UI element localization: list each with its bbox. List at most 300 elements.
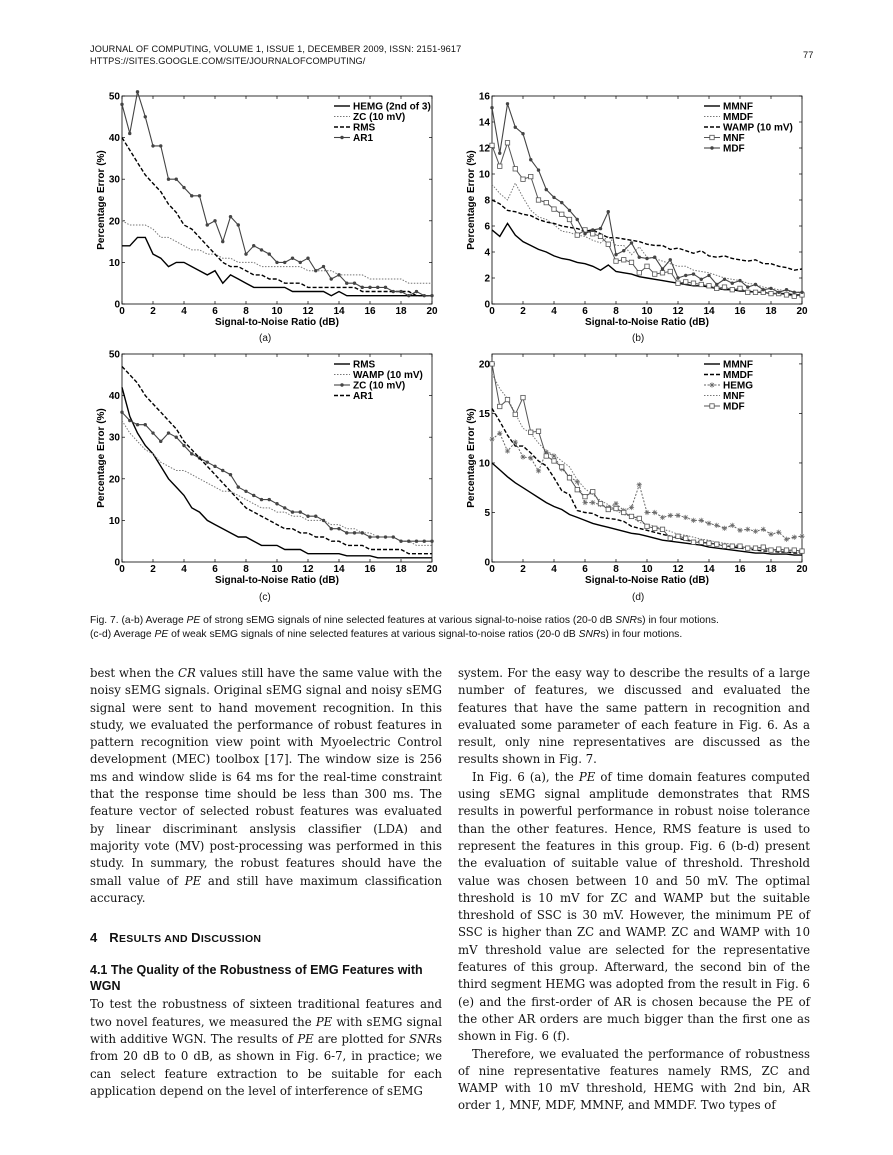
data-point	[513, 440, 518, 445]
data-point	[669, 258, 672, 261]
data-point	[575, 487, 579, 491]
series-line	[122, 421, 432, 546]
data-point	[567, 476, 571, 480]
data-point	[175, 178, 178, 181]
chart-b	[466, 92, 816, 330]
data-point	[675, 513, 680, 518]
data-point	[376, 535, 379, 538]
running-header	[90, 43, 461, 67]
data-point	[746, 546, 750, 550]
subfig-label-c: (c)	[259, 592, 271, 603]
y-tick-label: 8	[484, 195, 490, 207]
data-point	[768, 532, 773, 537]
data-point	[684, 280, 688, 284]
series-line	[122, 138, 432, 296]
data-point	[637, 516, 641, 520]
x-tick-label: 0	[119, 564, 125, 575]
data-point	[746, 285, 749, 288]
data-point	[691, 281, 695, 285]
x-tick-label: 14	[703, 306, 715, 317]
x-tick-label: 20	[426, 564, 438, 575]
y-tick-label: 14	[478, 117, 490, 129]
legend-label: MMDF	[723, 112, 753, 123]
chart-a-svg	[96, 92, 446, 330]
x-tick-label: 0	[489, 564, 495, 575]
y-tick-label: 30	[108, 432, 120, 444]
chart-c-svg	[96, 350, 446, 588]
data-point	[607, 210, 610, 213]
y-tick-label: 15	[478, 408, 490, 420]
data-point	[699, 282, 703, 286]
data-point	[614, 259, 618, 263]
data-point	[229, 473, 232, 476]
x-tick-label: 16	[364, 564, 376, 575]
data-point	[314, 515, 317, 518]
data-point	[384, 535, 387, 538]
data-point	[637, 482, 642, 487]
data-point	[660, 271, 664, 275]
data-point	[260, 248, 263, 251]
legend-label: ZC (10 mV)	[353, 112, 406, 123]
data-point	[506, 102, 509, 105]
y-tick-label: 12	[478, 143, 490, 155]
y-tick-label: 40	[108, 391, 120, 403]
data-point	[644, 510, 649, 515]
series-mdf	[490, 359, 804, 554]
data-point	[544, 454, 548, 458]
y-tick-label: 16	[478, 91, 490, 103]
series-line	[122, 367, 432, 554]
data-point	[560, 201, 563, 204]
data-point	[213, 219, 216, 222]
x-axis-label: Signal-to-Noise Ratio (dB)	[215, 317, 339, 328]
data-point	[536, 429, 540, 433]
data-point	[490, 143, 494, 147]
data-point	[792, 548, 796, 552]
data-point	[299, 261, 302, 264]
data-point	[520, 454, 525, 459]
data-point	[645, 524, 649, 528]
data-point	[513, 412, 517, 416]
data-point	[521, 132, 524, 135]
series-line	[122, 387, 432, 558]
x-tick-label: 18	[765, 306, 777, 317]
legend-label: AR1	[353, 391, 374, 402]
data-point	[505, 397, 509, 401]
data-point	[430, 294, 433, 297]
data-point	[769, 287, 772, 290]
legend-label: MNF	[723, 391, 745, 402]
data-point	[785, 288, 788, 291]
x-tick-label: 4	[551, 306, 557, 317]
page-number: 77	[803, 50, 814, 60]
data-point	[622, 249, 625, 252]
right-paragraph-1: system. For the easy way to describe the results of a large number of features, we discussed and evaluated the features that have the same pattern in recognition and evaluated some parameter of each feature in Fig. 6. As a result, only nine representatives are discussed as the results shown in Fig. 7.	[458, 666, 810, 767]
data-point	[206, 223, 209, 226]
x-tick-label: 6	[582, 564, 588, 575]
data-point	[723, 278, 726, 281]
data-point	[353, 531, 356, 534]
subfig-label-d: (d)	[632, 592, 645, 603]
data-point	[244, 490, 247, 493]
data-point	[368, 286, 371, 289]
data-point	[676, 281, 680, 285]
data-point	[638, 256, 641, 259]
data-point	[552, 196, 555, 199]
data-point	[622, 258, 626, 262]
data-point	[322, 519, 325, 522]
x-tick-label: 2	[520, 306, 526, 317]
data-point	[668, 513, 673, 518]
data-point	[529, 158, 532, 161]
data-point	[614, 506, 618, 510]
data-point	[722, 544, 726, 548]
data-point	[237, 485, 240, 488]
data-point	[190, 194, 193, 197]
data-point	[529, 174, 533, 178]
data-point	[653, 526, 657, 530]
data-point	[590, 500, 595, 505]
x-tick-label: 6	[212, 564, 218, 575]
data-point	[745, 527, 750, 532]
data-point	[489, 437, 494, 442]
data-point	[645, 264, 649, 268]
y-tick-label: 4	[484, 247, 490, 259]
x-tick-label: 10	[641, 306, 653, 317]
data-point	[629, 260, 633, 264]
data-point	[384, 286, 387, 289]
data-point	[777, 547, 781, 551]
x-tick-label: 10	[271, 564, 283, 575]
data-point	[544, 200, 548, 204]
data-point	[505, 448, 510, 453]
x-tick-label: 0	[489, 306, 495, 317]
legend-label: MMNF	[723, 359, 753, 371]
data-point	[754, 283, 757, 286]
x-tick-label: 8	[613, 306, 619, 317]
legend-label: HEMG (2nd of 3)	[353, 101, 431, 113]
data-point	[182, 444, 185, 447]
data-point	[575, 233, 579, 237]
left-column	[90, 665, 442, 1100]
data-point	[582, 500, 587, 505]
legend-marker	[710, 404, 714, 408]
data-point	[660, 515, 665, 520]
data-point	[715, 283, 718, 286]
data-point	[730, 523, 735, 528]
y-tick-label: 10	[108, 515, 120, 527]
data-point	[776, 530, 781, 535]
data-point	[707, 541, 711, 545]
y-tick-label: 10	[478, 169, 490, 181]
x-tick-label: 12	[302, 306, 314, 317]
data-point	[730, 288, 734, 292]
data-point	[361, 286, 364, 289]
data-point	[505, 141, 509, 145]
legend-label: RMS	[353, 122, 376, 134]
data-point	[159, 440, 162, 443]
y-tick-label: 40	[108, 133, 120, 145]
data-point	[683, 515, 688, 520]
caption-line-2: (c-d) Average PE of weak sEMG signals of nine selected features at various signal-to-noise ratios (20-0 dB SNRs) in four motions.	[90, 629, 683, 640]
data-point	[353, 282, 356, 285]
y-axis-label: Percentage Error (%)	[466, 408, 477, 508]
x-tick-label: 14	[703, 564, 715, 575]
x-tick-label: 8	[613, 564, 619, 575]
series-line	[122, 221, 432, 283]
x-tick-label: 16	[734, 306, 746, 317]
data-point	[497, 431, 502, 436]
data-point	[144, 115, 147, 118]
y-tick-label: 5	[484, 507, 490, 519]
data-point	[545, 188, 548, 191]
data-point	[514, 126, 517, 129]
legend-label: RMS	[353, 359, 376, 371]
x-tick-label: 4	[181, 306, 187, 317]
data-point	[560, 212, 564, 216]
data-point	[629, 505, 634, 510]
data-point	[283, 506, 286, 509]
legend-marker	[710, 135, 714, 139]
y-tick-label: 20	[478, 359, 490, 371]
data-point	[268, 498, 271, 501]
data-point	[769, 291, 773, 295]
data-point	[576, 218, 579, 221]
x-tick-label: 8	[243, 306, 249, 317]
data-point	[291, 510, 294, 513]
data-point	[784, 537, 789, 542]
data-point	[552, 459, 556, 463]
x-tick-label: 18	[765, 564, 777, 575]
data-point	[128, 419, 131, 422]
data-point	[392, 290, 395, 293]
data-point	[699, 518, 704, 523]
data-point	[583, 232, 586, 235]
data-point	[159, 144, 162, 147]
data-point	[498, 152, 501, 155]
x-tick-label: 16	[734, 564, 746, 575]
data-point	[167, 178, 170, 181]
legend-marker	[340, 136, 343, 139]
data-point	[345, 531, 348, 534]
data-point	[392, 535, 395, 538]
legend-label: MNF	[723, 133, 745, 144]
data-point	[120, 411, 123, 414]
series-rms	[122, 387, 432, 558]
data-point	[591, 489, 595, 493]
x-axis-label: Signal-to-Noise Ratio (dB)	[215, 575, 339, 586]
y-tick-label: 0	[484, 299, 490, 311]
data-point	[229, 215, 232, 218]
x-tick-label: 20	[796, 306, 808, 317]
legend-label: WAMP (10 mV)	[353, 370, 423, 381]
x-tick-label: 12	[672, 306, 684, 317]
journal-title: JOURNAL OF COMPUTING, VOLUME 1, ISSUE 1, DECEMBER 2009, ISSN: 2151-9617	[90, 44, 462, 54]
x-tick-label: 12	[302, 564, 314, 575]
data-point	[151, 144, 154, 147]
data-point	[415, 290, 418, 293]
data-point	[244, 252, 247, 255]
x-tick-label: 8	[243, 564, 249, 575]
data-point	[629, 514, 633, 518]
data-point	[753, 529, 758, 534]
data-point	[252, 494, 255, 497]
data-point	[737, 528, 742, 533]
data-point	[637, 271, 641, 275]
data-point	[614, 253, 617, 256]
y-tick-label: 50	[108, 349, 120, 361]
data-point	[361, 531, 364, 534]
y-tick-label: 0	[114, 557, 120, 569]
data-point	[213, 465, 216, 468]
y-tick-label: 6	[484, 221, 490, 233]
data-point	[630, 241, 633, 244]
data-point	[314, 269, 317, 272]
data-point	[330, 277, 333, 280]
y-tick-label: 0	[114, 299, 120, 311]
data-point	[599, 227, 602, 230]
data-point	[330, 527, 333, 530]
x-tick-label: 10	[271, 306, 283, 317]
data-point	[800, 549, 804, 553]
data-point	[583, 494, 587, 498]
data-point	[206, 460, 209, 463]
data-point	[498, 404, 502, 408]
data-point	[769, 548, 773, 552]
data-point	[653, 256, 656, 259]
data-point	[490, 106, 493, 109]
y-tick-label: 20	[108, 216, 120, 228]
data-point	[715, 286, 719, 290]
data-point	[299, 510, 302, 513]
data-point	[761, 545, 765, 549]
data-point	[746, 290, 750, 294]
data-point	[268, 252, 271, 255]
x-tick-label: 6	[212, 306, 218, 317]
chart-a	[96, 92, 446, 330]
x-tick-label: 4	[181, 564, 187, 575]
data-point	[799, 534, 804, 539]
data-point	[622, 510, 626, 514]
x-tick-label: 2	[150, 306, 156, 317]
subfig-label-b: (b)	[632, 333, 645, 344]
subfig-label-a: (a)	[259, 333, 272, 344]
y-axis-label: Percentage Error (%)	[96, 408, 107, 508]
data-point	[652, 510, 657, 515]
data-point	[784, 548, 788, 552]
right-column	[458, 665, 810, 1115]
data-point	[700, 278, 703, 281]
data-point	[144, 423, 147, 426]
data-point	[306, 257, 309, 260]
series-line	[492, 463, 802, 555]
data-point	[684, 536, 688, 540]
data-point	[399, 290, 402, 293]
data-point	[136, 423, 139, 426]
x-tick-label: 0	[119, 306, 125, 317]
data-point	[568, 209, 571, 212]
data-point	[598, 234, 602, 238]
data-point	[291, 257, 294, 260]
data-point	[692, 272, 695, 275]
data-point	[753, 546, 757, 550]
data-point	[306, 515, 309, 518]
data-point	[706, 521, 711, 526]
data-point	[738, 279, 741, 282]
y-tick-label: 2	[484, 273, 490, 285]
data-point	[668, 269, 672, 273]
data-point	[490, 362, 494, 366]
legend-label: MMNF	[723, 101, 753, 113]
data-point	[722, 526, 727, 531]
x-tick-label: 2	[520, 564, 526, 575]
data-point	[237, 223, 240, 226]
legend-label: WAMP (10 mV)	[723, 122, 793, 134]
data-point	[684, 274, 687, 277]
left-paragraph-2: To test the robustness of sixteen traditional features and two novel features, we measured the PE with sEMG signal with additive WGN. The results of PE are plotted for SNRs from 20 dB to 0 dB, as shown in Fig. 6-7, in practice; we can select feature extraction to be suitable for each application depend on the level of interference of sEMG	[90, 997, 442, 1098]
data-point	[120, 103, 123, 106]
data-point	[730, 544, 734, 548]
data-point	[337, 273, 340, 276]
series-wamp-10-mv-	[122, 421, 432, 546]
chart-d-svg	[466, 350, 816, 588]
x-tick-label: 12	[672, 564, 684, 575]
data-point	[661, 267, 664, 270]
data-point	[800, 291, 803, 294]
data-point	[699, 540, 703, 544]
data-point	[537, 168, 540, 171]
chart-c	[96, 350, 446, 588]
data-point	[521, 177, 525, 181]
data-point	[598, 501, 602, 505]
data-point	[198, 194, 201, 197]
data-point	[792, 535, 797, 540]
x-tick-label: 18	[395, 564, 407, 575]
data-point	[777, 291, 780, 294]
data-point	[668, 536, 672, 540]
data-point	[738, 286, 742, 290]
data-point	[761, 527, 766, 532]
data-point	[793, 291, 796, 294]
data-point	[151, 431, 154, 434]
data-point	[722, 285, 726, 289]
series-line	[492, 364, 802, 551]
data-point	[407, 294, 410, 297]
section-heading: 4 RESULTS AND DISCUSSION	[90, 930, 262, 946]
y-axis-label: Percentage Error (%)	[466, 150, 477, 250]
data-point	[606, 242, 610, 246]
y-tick-label: 10	[478, 458, 490, 470]
x-tick-label: 10	[641, 564, 653, 575]
legend-label: MDF	[723, 401, 745, 413]
data-point	[567, 217, 571, 221]
series-zc-10-mv-	[122, 221, 432, 283]
data-point	[591, 228, 594, 231]
data-point	[430, 540, 433, 543]
data-point	[498, 164, 502, 168]
data-point	[591, 232, 595, 236]
series-line	[492, 433, 802, 539]
data-point	[715, 542, 719, 546]
data-point	[691, 540, 695, 544]
right-paragraph-2: In Fig. 6 (a), the PE of time domain features computed using sEMG signal amplitude demonstrates that RMS results in powerful performance in robust noise tolerance than the other features. Hence, RMS feature is used to represent the features in this group. Fig. 6 (b-d) present the evaluation of suitable value of threshold. Threshold value was chosen between 10 and 50 mV. The optimal threshold is 10 mV for ZC and WAMP but the suitable threshold of SSC is 30 mV. However, the minimum PE of SSC is higher than ZC and WAMP. ZC and WAMP with 10 mV threshold value are selected for the representative features of this group. Afterward, the second bin of the third segment HEMG was adopted from the result in Fig. 6 (e) and the first-order of AR is chosen because the PE of the other AR orders are much bigger than the first one as shown in Fig. 6 (f).	[458, 769, 810, 1044]
data-point	[275, 502, 278, 505]
data-point	[322, 265, 325, 268]
x-tick-label: 14	[333, 306, 345, 317]
data-point	[613, 501, 618, 506]
y-tick-label: 10	[108, 257, 120, 269]
data-point	[753, 290, 757, 294]
